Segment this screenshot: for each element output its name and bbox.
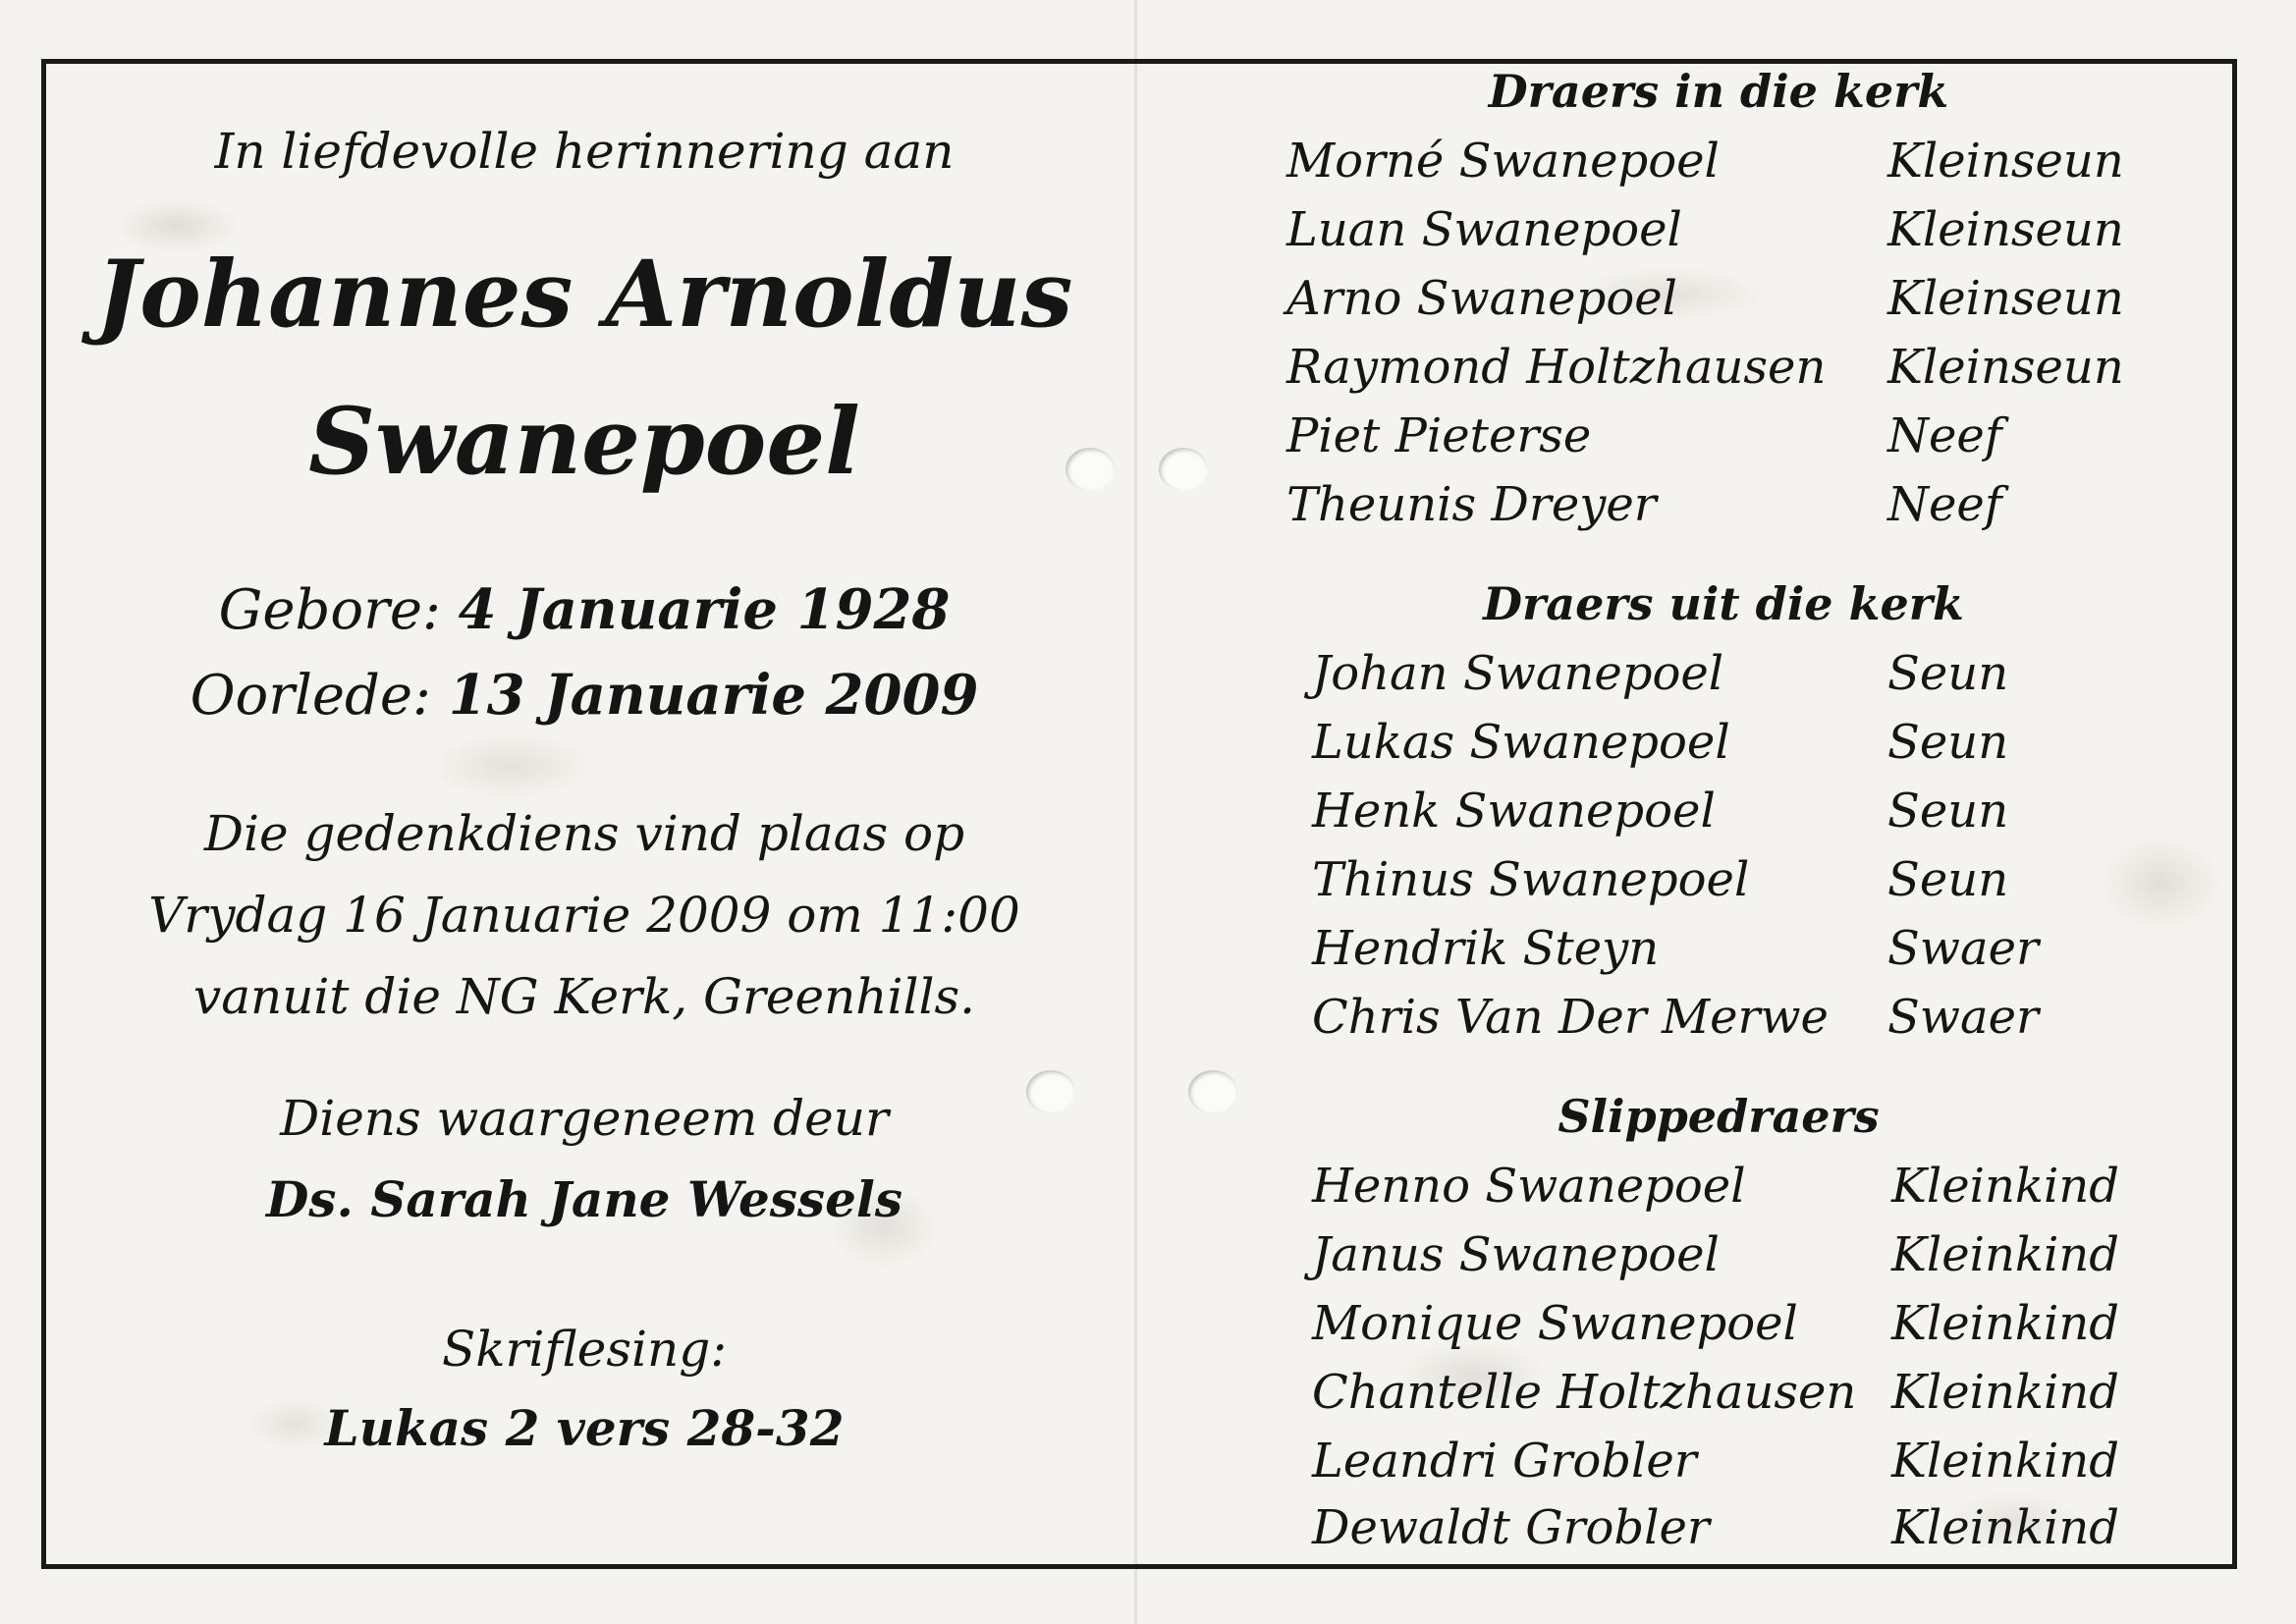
bearer-name: Thinus Swanepoel xyxy=(1312,852,1750,907)
bearer-relation: Seun xyxy=(1887,715,2009,770)
born-label: Gebore: xyxy=(218,578,441,642)
bearer-name: Henno Swanepoel xyxy=(1312,1159,1746,1214)
born-line xyxy=(59,577,1110,642)
bearer-name: Leandri Grobler xyxy=(1312,1434,1697,1489)
service-line-1: Die gedenkdiens vind plaas op xyxy=(203,805,965,862)
bearer-name: Arno Swanepoel xyxy=(1286,271,1677,326)
reading-label: Skriflesing: xyxy=(441,1321,728,1378)
punch-hole xyxy=(1188,1070,1237,1113)
intro-line: In liefdevolle herinnering aan xyxy=(214,123,955,180)
bearer-relation: Neef xyxy=(1887,477,2002,532)
deceased-name-line1: Johannes Arnoldus xyxy=(95,241,1073,349)
bearer-name: Morné Swanepoel xyxy=(1286,134,1720,189)
bearer-relation: Kleinseun xyxy=(1887,134,2124,189)
died-label: Oorlede: xyxy=(190,664,431,728)
bearer-name: Lukas Swanepoel xyxy=(1312,715,1730,770)
officiant-label: Diens waargeneem deur xyxy=(280,1090,889,1147)
bearer-relation: Kleinkind xyxy=(1891,1227,2119,1282)
bearer-name: Monique Swanepoel xyxy=(1312,1296,1798,1351)
bearer-relation: Kleinkind xyxy=(1891,1500,2119,1555)
section-title-slippedraers: Slippedraers xyxy=(1558,1090,1880,1143)
list-item xyxy=(1312,1227,2294,1292)
bearer-name: Hendrik Steyn xyxy=(1312,921,1660,976)
list-item xyxy=(1312,1159,2294,1223)
bearer-name: Raymond Holtzhausen xyxy=(1286,340,1827,395)
list-item xyxy=(1312,1296,2294,1361)
list-item xyxy=(1286,477,2269,542)
bearer-name: Johan Swanepoel xyxy=(1312,646,1724,701)
bearer-name: Dewaldt Grobler xyxy=(1312,1500,1710,1555)
bearer-name: Janus Swanepoel xyxy=(1312,1227,1720,1282)
bearer-name: Luan Swanepoel xyxy=(1286,202,1682,257)
list-item xyxy=(1286,340,2269,405)
section-title-draers-uit-kerk: Draers uit die kerk xyxy=(1483,577,1964,630)
list-item xyxy=(1312,990,2294,1055)
section-title-draers-in-kerk: Draers in die kerk xyxy=(1488,65,1949,118)
bearer-relation: Swaer xyxy=(1887,990,2039,1045)
list-item xyxy=(1312,921,2294,986)
bearer-relation: Kleinkind xyxy=(1891,1296,2119,1351)
bearer-relation: Seun xyxy=(1887,852,2009,907)
deceased-name-line2: Swanepoel xyxy=(308,388,860,496)
list-item xyxy=(1312,1365,2294,1430)
service-line-3: vanuit die NG Kerk, Greenhills. xyxy=(192,968,976,1025)
list-item xyxy=(1286,134,2269,198)
list-item xyxy=(1286,271,2269,336)
list-item xyxy=(1286,408,2269,473)
bearer-relation: Seun xyxy=(1887,784,2009,839)
list-item xyxy=(1312,852,2294,917)
bearer-relation: Kleinkind xyxy=(1891,1434,2119,1489)
service-line-2: Vrydag 16 Januarie 2009 om 11:00 xyxy=(148,887,1020,944)
bearer-name: Chris Van Der Merwe xyxy=(1312,990,1829,1045)
list-item xyxy=(1312,784,2294,848)
bearer-name: Chantelle Holtzhausen xyxy=(1312,1365,1857,1420)
bearer-relation: Seun xyxy=(1887,646,2009,701)
list-item xyxy=(1286,202,2269,267)
punch-hole xyxy=(1159,448,1208,491)
bearer-relation: Kleinseun xyxy=(1887,271,2124,326)
list-item xyxy=(1312,1500,2294,1565)
list-item xyxy=(1312,1434,2294,1498)
bearer-relation: Kleinkind xyxy=(1891,1365,2119,1420)
list-item xyxy=(1312,715,2294,780)
bearer-name: Theunis Dreyer xyxy=(1286,477,1657,532)
officiant-name: Ds. Sarah Jane Wessels xyxy=(265,1170,903,1228)
born-date: 4 Januarie 1928 xyxy=(458,577,951,642)
bearer-relation: Kleinseun xyxy=(1887,340,2124,395)
bearer-name: Piet Pieterse xyxy=(1286,408,1592,463)
died-date: 13 Januarie 2009 xyxy=(448,663,979,728)
reading-reference: Lukas 2 vers 28-32 xyxy=(324,1399,845,1457)
list-item xyxy=(1312,646,2294,711)
bearer-name: Henk Swanepoel xyxy=(1312,784,1716,839)
died-line xyxy=(59,663,1110,728)
bearer-relation: Kleinkind xyxy=(1891,1159,2119,1214)
bearer-relation: Swaer xyxy=(1887,921,2039,976)
bearer-relation: Kleinseun xyxy=(1887,202,2124,257)
bearer-relation: Neef xyxy=(1887,408,2002,463)
